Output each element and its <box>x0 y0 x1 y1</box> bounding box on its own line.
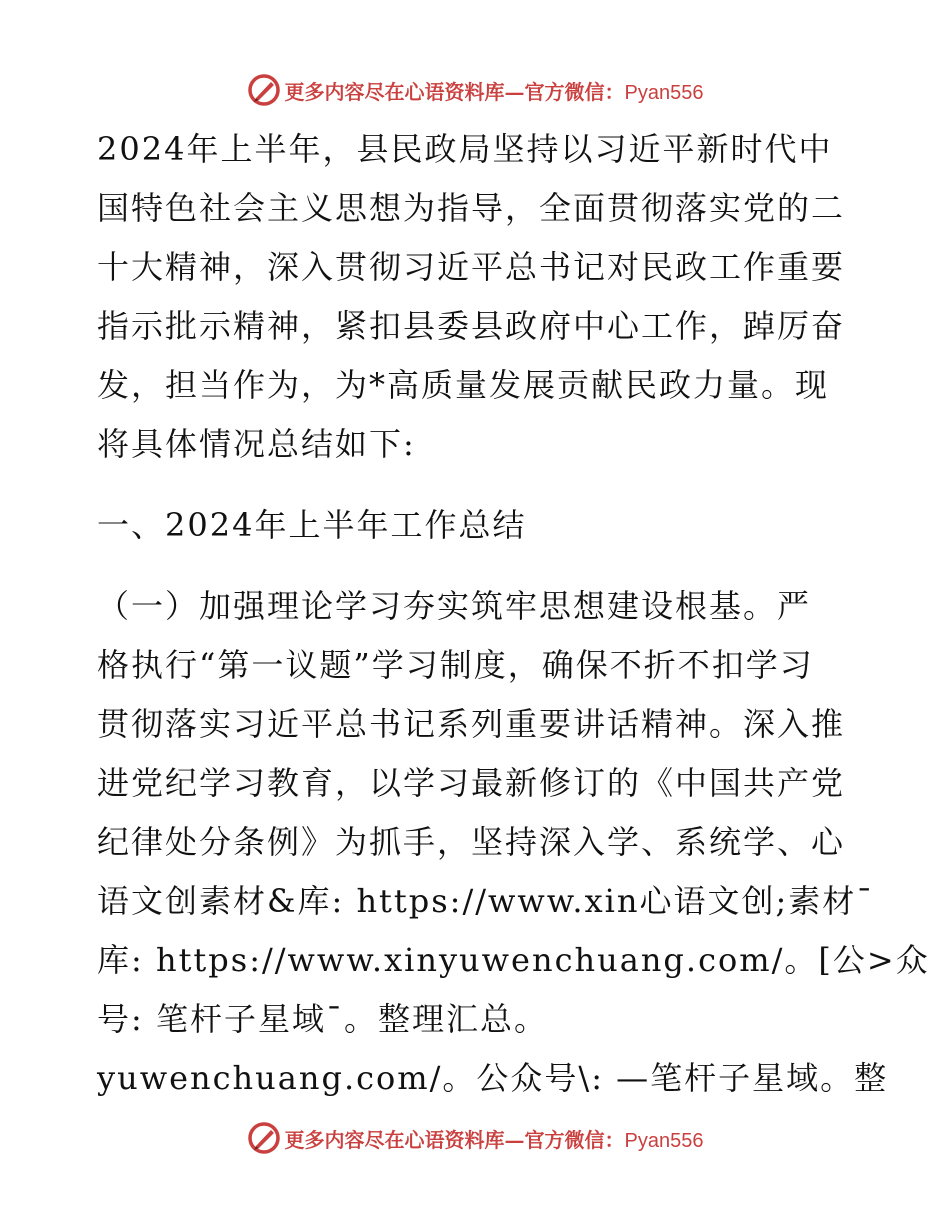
text-line: 指示批示精神，紧扣县委县政府中心工作，踔厉奋 <box>97 307 846 345</box>
paragraph-theory-study <box>97 577 930 1108</box>
watermark-account: Pyan556 <box>624 1129 704 1152</box>
document-body <box>97 120 930 1108</box>
text-line: 纪律处分条例》为抓手，坚持深入学、系统学、心 <box>97 823 846 861</box>
text-line: 格执行“第一议题”学习制度，确保不折不扣学习 <box>97 646 814 684</box>
text-line: 国特色社会主义思想为指导，全面贯彻落实党的二 <box>97 189 846 227</box>
text-line: 进党纪学习教育，以学习最新修订的《中国共产党 <box>97 764 846 802</box>
watermark-text <box>285 1124 704 1153</box>
text-line: 2024年上半年，县民政局坚持以习近平新时代中 <box>97 130 833 168</box>
watermark-label: 更多内容尽在心语资料库—官方微信： <box>284 79 625 104</box>
paragraph-intro <box>97 120 857 474</box>
text-line: （一）加强理论学习夯实筑牢思想建设根基。严 <box>97 587 812 625</box>
heading-line: 一、2024年上半年工作总结 <box>97 506 527 544</box>
text-line: 库: https://www.xinyuwenchuang.com/。[公>众 <box>97 941 930 979</box>
text-line: 发，担当作为，为*高质量发展贡献民政力量。现 <box>97 366 830 404</box>
pen-logo-icon <box>247 73 281 107</box>
watermark-account: Pyan556 <box>624 81 704 104</box>
footer-watermark <box>0 1118 950 1158</box>
text-line: 将具体情况总结如下: <box>97 425 416 463</box>
text-line: 十大精神，深入贯彻习近平总书记对民政工作重要 <box>97 248 846 286</box>
text-line: 语文创素材&库: https://www.xin心语文创;素材¯ <box>97 882 875 920</box>
header-watermark <box>0 70 950 110</box>
watermark-label: 更多内容尽在心语资料库—官方微信： <box>284 1127 625 1152</box>
pen-logo-icon <box>247 1121 281 1155</box>
text-line: yuwenchuang.com/。公众号\: —笔杆子星域。整 <box>97 1059 889 1097</box>
section-heading <box>97 496 857 555</box>
text-line: 号: 笔杆子星域¯。整理汇总。 <box>97 1000 548 1038</box>
watermark-text <box>285 76 704 105</box>
text-line: 贯彻落实习近平总书记系列重要讲话精神。深入推 <box>97 705 846 743</box>
